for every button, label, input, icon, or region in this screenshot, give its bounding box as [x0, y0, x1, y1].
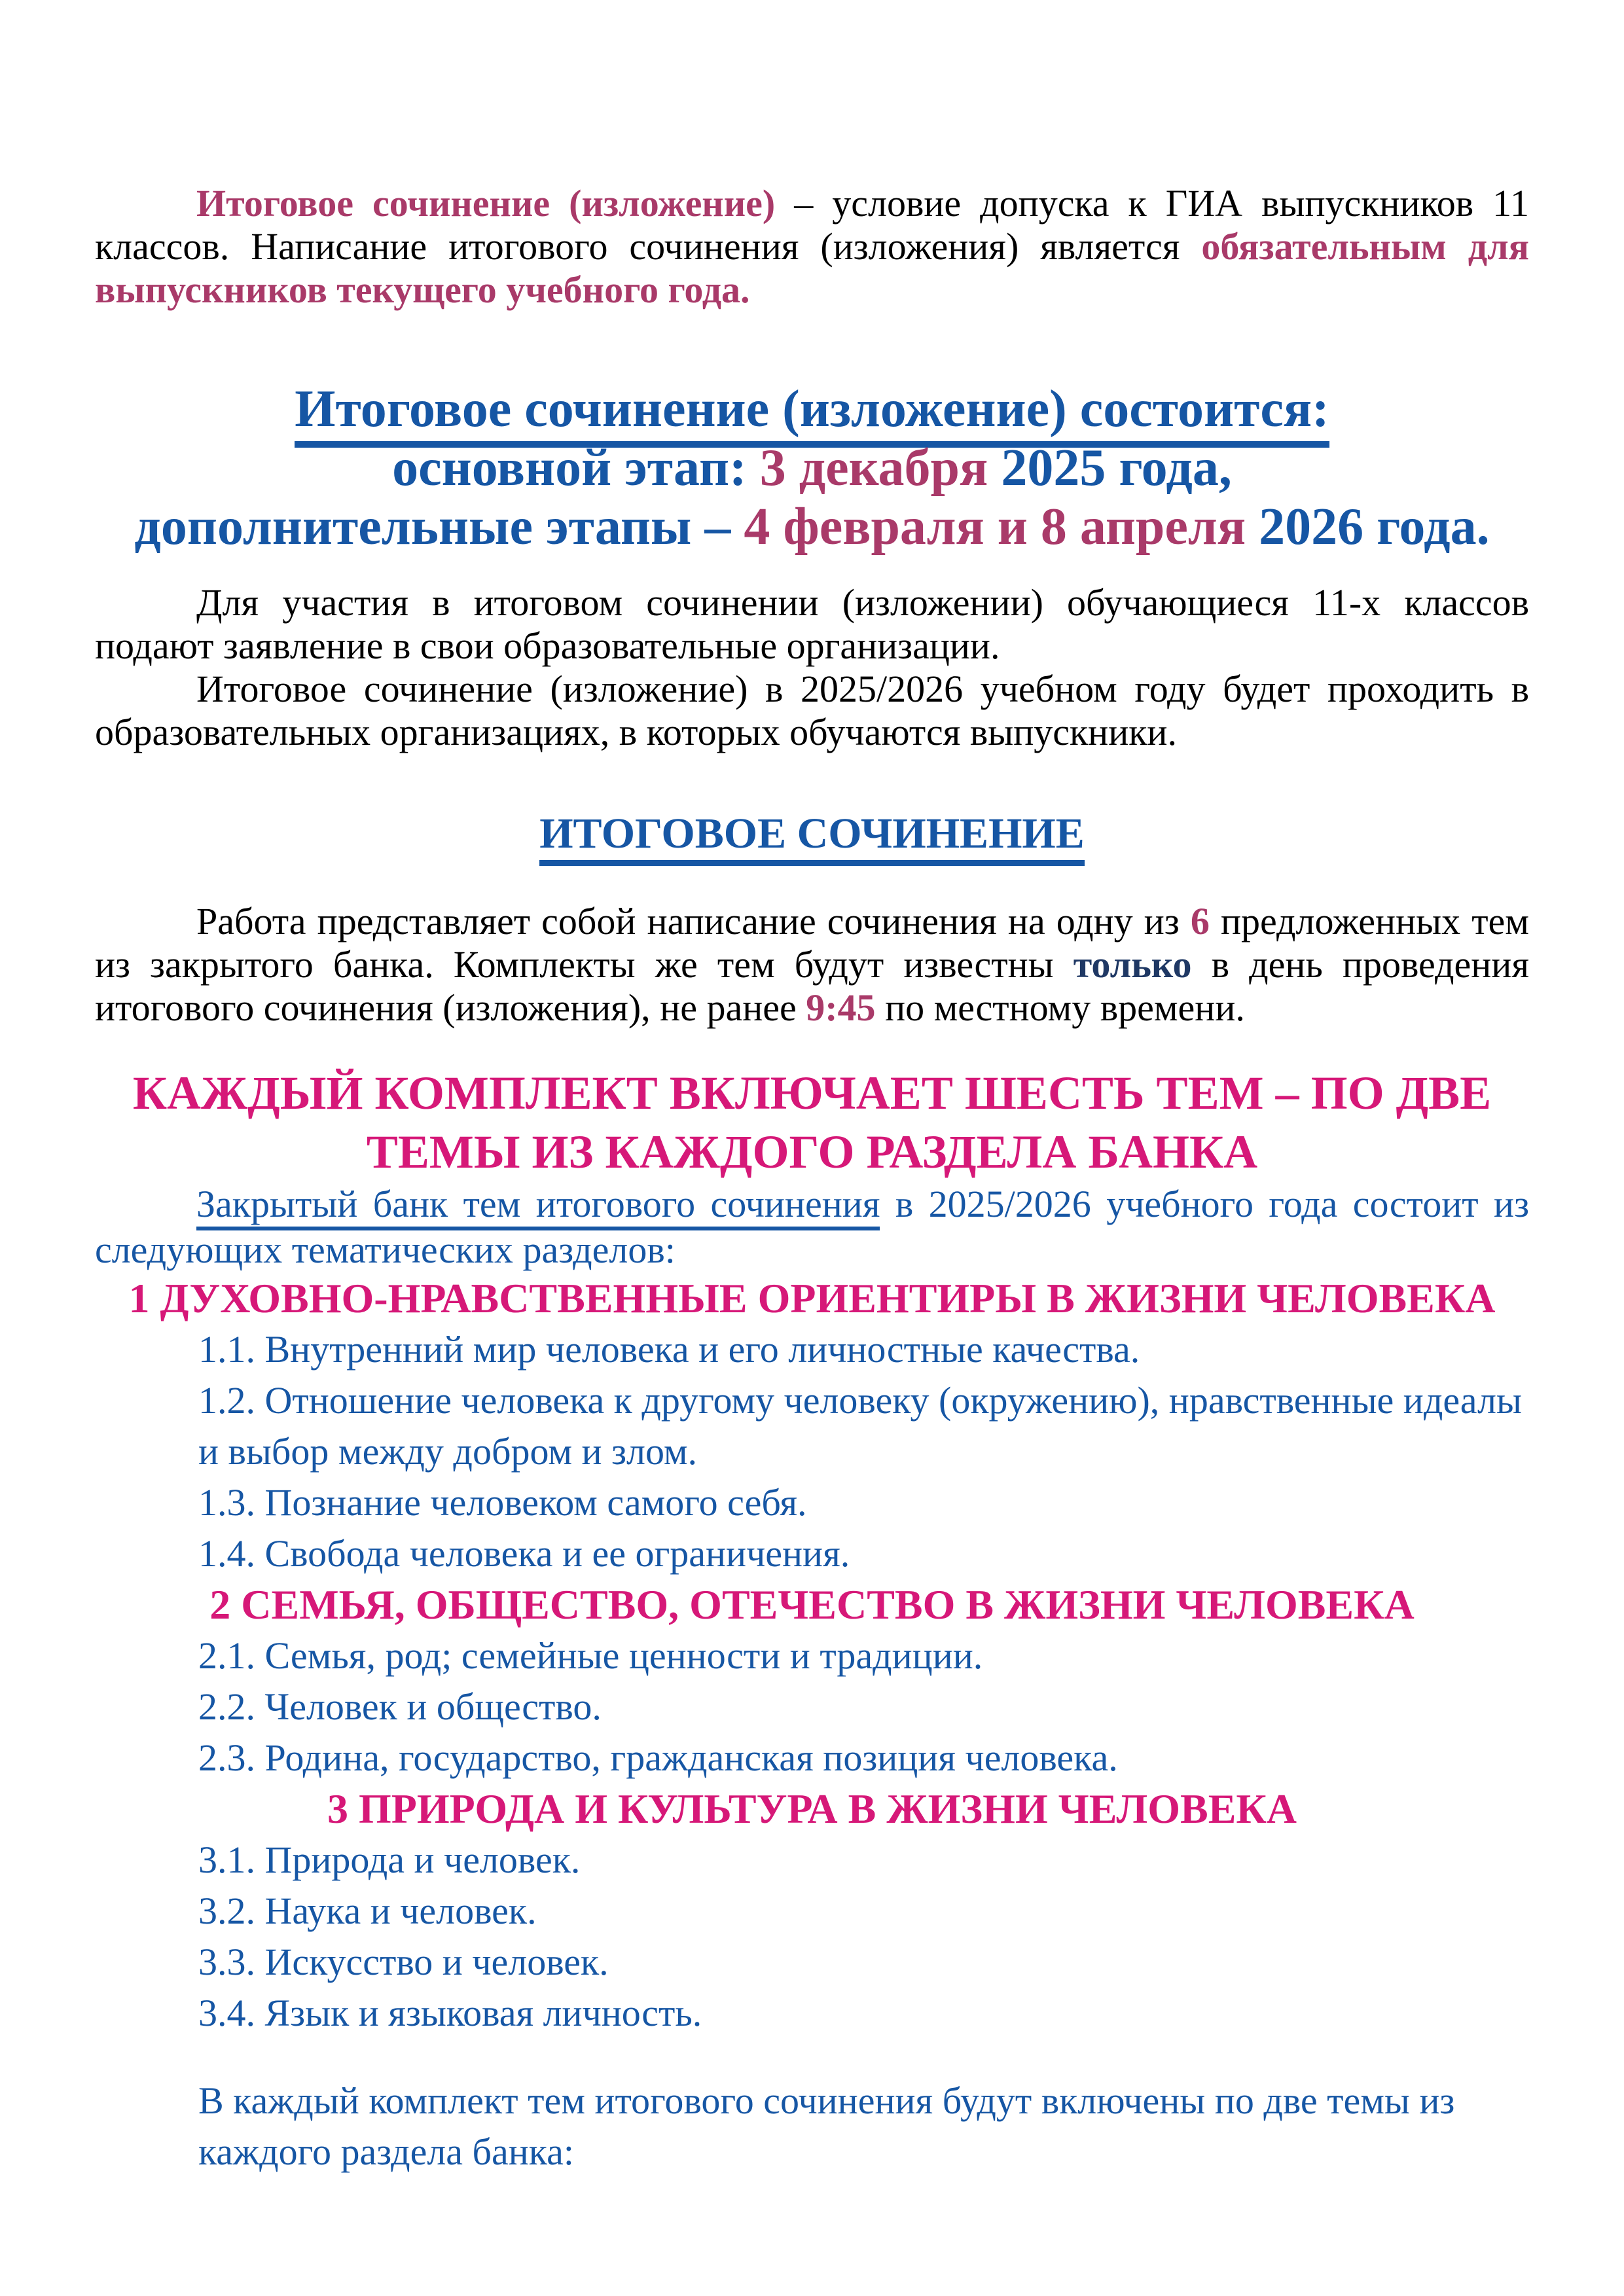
- intro-paragraph: [95, 182, 1529, 312]
- bank-item: 2.2. Человек и общество.: [198, 1685, 602, 1728]
- text-segment: 2025 года,: [1001, 439, 1232, 497]
- kit-heading: КАЖДЫЙ КОМПЛЕКТ ВКЛЮЧАЕТ ШЕСТЬ ТЕМ – ПО ДВЕ ТЕМЫ ИЗ КАЖДОГО РАЗДЕЛА БАНКА: [132, 1067, 1492, 1178]
- apply-paragraph: Для участия в итоговом сочинении (изложении) обучающиеся 11-х классов подают заявление в свои образовательные организации.: [95, 581, 1529, 667]
- text-segment: Итоговое сочинение (изложение): [196, 182, 776, 224]
- bank-item: 1.2. Отношение человека к другому человеку (окружению), нравственные идеалы: [198, 1379, 1522, 1422]
- final-paragraph: В каждый комплект тем итогового сочинения будут включены по две темы из каждого раздела банка:: [198, 2079, 1455, 2173]
- text-segment: 9:45: [806, 986, 876, 1029]
- bank-item: 2.3. Родина, государство, гражданская позиция человека.: [198, 1736, 1118, 1779]
- bank-item: 2.1. Семья, род; семейные ценности и традиции.: [198, 1634, 983, 1677]
- text-segment: 4 февраля и 8 апреля: [744, 498, 1259, 556]
- text-segment: дополнительные этапы –: [134, 498, 744, 556]
- essay-heading-text: ИТОГОВОЕ СОЧИНЕНИЕ: [539, 810, 1085, 866]
- bank-item-continuation: и выбор между добром и злом.: [198, 1430, 698, 1473]
- closed-bank-paragraph: [95, 1181, 1529, 1273]
- schedule-title-line: [95, 380, 1529, 439]
- text-segment: обязательным для выпускников текущего учебного года.: [95, 225, 1530, 311]
- text-segment: 3 декабря: [759, 439, 1001, 497]
- bank-item: 3.2. Наука и человек.: [198, 1890, 537, 1932]
- text-segment: 2026 года.: [1259, 498, 1490, 556]
- text-segment: – условие допуска к ГИА выпускников 11 классов. Написание итогового сочинения (изложения) является: [95, 182, 1529, 268]
- work-paragraph: [95, 900, 1529, 1030]
- text-segment: в 2025/2026 учебного года состоит из следующих тематических разделов:: [95, 1183, 1529, 1271]
- bank-item: 1.4. Свобода человека и ее ограничения.: [198, 1532, 850, 1575]
- bank-item: 1.3. Познание человеком самого себя.: [198, 1481, 807, 1524]
- schedule-title: Итоговое сочинение (изложение) состоится:: [295, 380, 1329, 448]
- bank-item: 3.4. Язык и языковая личность.: [198, 1992, 702, 2034]
- text-segment: предложенных тем из закрытого банка. Комплекты же тем будут известны: [95, 900, 1530, 986]
- bank-item: 1.1. Внутренний мир человека и его личностные качества.: [198, 1328, 1140, 1371]
- schedule-heading-block: [95, 380, 1529, 556]
- essay-heading: [95, 808, 1529, 860]
- text-segment: Работа представляет собой написание сочинения на одну из: [196, 900, 1191, 942]
- bank-section-heading-3: 3 ПРИРОДА И КУЛЬТУРА В ЖИЗНИ ЧЕЛОВЕКА: [327, 1785, 1297, 1832]
- text-segment: только: [1073, 943, 1192, 986]
- text-segment: по местному времени.: [875, 986, 1245, 1029]
- bank-item: 3.3. Искусство и человек.: [198, 1941, 609, 1983]
- closed-bank-link-text: Закрытый банк тем итогового сочинения: [196, 1183, 880, 1230]
- venue-paragraph: Итоговое сочинение (изложение) в 2025/2026 учебном году будет проходить в образовательных организациях, в которых обучаются выпускники.: [95, 668, 1529, 753]
- text-segment: основной этап:: [392, 439, 760, 497]
- text-segment: в день проведения итогового сочинения (изложения), не ранее: [95, 943, 1529, 1029]
- schedule-additional-dates-line: [95, 497, 1529, 556]
- bank-section-heading-2: 2 СЕМЬЯ, ОБЩЕСТВО, ОТЕЧЕСТВО В ЖИЗНИ ЧЕЛОВЕКА: [209, 1581, 1415, 1628]
- bank-section-heading-1: 1 ДУХОВНО-НРАВСТВЕННЫЕ ОРИЕНТИРЫ В ЖИЗНИ ЧЕЛОВЕКА: [128, 1275, 1496, 1321]
- text-segment: 6: [1190, 900, 1210, 942]
- bank-item: 3.1. Природа и человек.: [198, 1839, 581, 1881]
